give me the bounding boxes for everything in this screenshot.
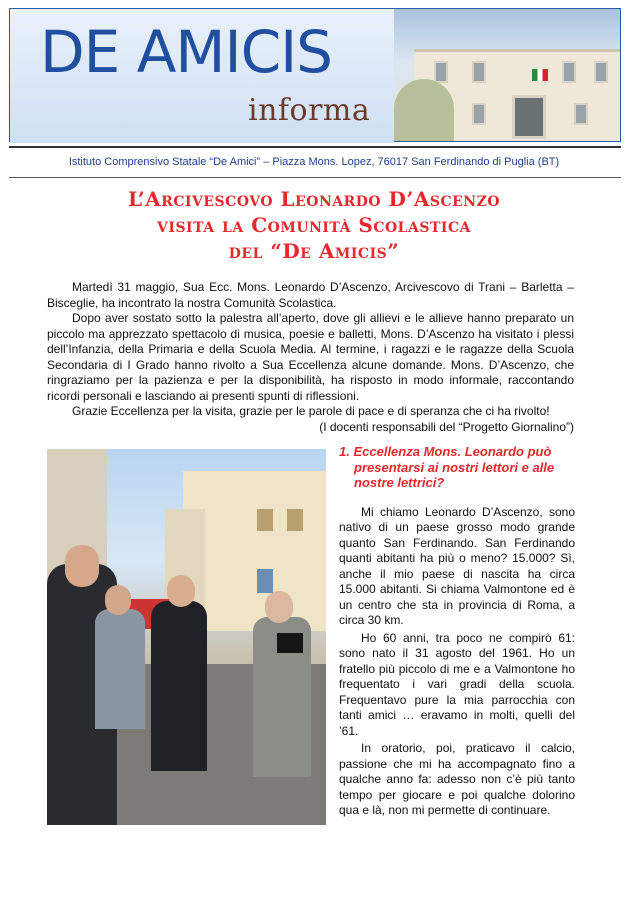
article-title: [0, 186, 628, 264]
italian-flag: [532, 69, 548, 81]
intro-paragraph: Grazie Eccellenza per la visita, grazie per le parole di pace e di speranza che ci ha rivolto!: [72, 404, 550, 418]
interview-section: [339, 444, 575, 819]
header-rule: [9, 146, 621, 148]
answer-paragraph: Ho 60 anni, tra poco ne compirò 61: sono nato il 31 agosto del 1961. Ho un fratello più piccolo di me e a Valmontone ho frequentato i vari gradi della scuola. Frequentavo pure la mia parrocchia con tanti amici … eravamo in molti, quelli del ’61.: [339, 630, 575, 738]
visit-photo: [47, 449, 326, 825]
photo-person: [95, 609, 145, 729]
question-number: 1.: [339, 444, 350, 459]
header-rule: [9, 177, 621, 178]
photo-window: [257, 509, 273, 531]
building-window: [594, 61, 608, 83]
tree: [394, 79, 454, 141]
building-window: [472, 103, 486, 125]
photo-face: [265, 591, 293, 623]
answer-paragraph: Mi chiamo Leonardo D’Ascenzo, sono nativo di un paese grosso modo grande quanto San Ferdinando. San Ferdinando quanti abitanti ha più o meno? 15.000? Sì, anche il mio paese di nascita ha circa 15.000 abitanti. Si chiama Valmontone ed è un centro che sta in provincia di Roma, a circa 30 km.: [339, 504, 575, 627]
photo-window: [257, 569, 273, 593]
building-window: [472, 61, 486, 83]
intro-paragraph: Dopo aver sostato sotto la palestra all’aperto, dove gli allievi e le allieve hanno preparato un piccolo ma apprezzato spettacolo di musica, poesie e balletti, Mons. D’Ascenzo ha visitato i plessi dell’Infanzia, della Primaria e della Scuola Media. Al termine, i ragazzi e le ragazze della Scuola Secondaria di I Grado hanno rivolto a Sua Eccellenza alcune domande. Mons. D’Ascenzo, che ringraziamo per la pazienza e per la disponibilità, ha risposto in modo informale, raccontando ricordi personali e lasciando ai presenti spunti di riflessioni.: [47, 311, 574, 403]
article-intro: [47, 280, 574, 435]
institute-address: Istituto Comprensivo Statale “De Amici” – Piazza Mons. Lopez, 76017 San Ferdinando di Puglia (BT): [68, 156, 560, 168]
building-window: [574, 103, 588, 125]
article-title-line: visita la Comunità Scolastica: [157, 213, 471, 237]
answer-paragraph: In oratorio, poi, praticavo il calcio, passione che mi ha accompagnato fino a qualche anno fa: adesso non c’è più tanto tempo per giocare e poi qualche dolorino qua e là, non mi permette di continuare.: [339, 741, 575, 817]
masthead: [9, 8, 621, 142]
interview-question: [339, 444, 575, 491]
building-window: [562, 61, 576, 83]
article-title-line: del “De Amicis”: [228, 239, 400, 263]
photo-face: [65, 545, 99, 587]
article-title-line: L’Arcivescovo Leonardo D’Ascenzo: [127, 187, 501, 211]
photo-person-archbishop: [151, 601, 207, 771]
masthead-subtitle: informa: [248, 93, 371, 128]
building-window: [434, 61, 448, 83]
photo-face: [105, 585, 131, 615]
photo-window: [287, 509, 303, 531]
photo-face: [167, 575, 195, 607]
article-signature: (I docenti responsabili del “Progetto Giornalino”): [319, 419, 574, 434]
building-door: [512, 95, 546, 139]
masthead-title-panel: [10, 9, 394, 143]
photo-folder: [277, 633, 303, 653]
intro-paragraph: Martedì 31 maggio, Sua Ecc. Mons. Leonardo D’Ascenzo, Arcivescovo di Trani – Barletta – Bisceglie, ha incontrato la nostra Comunità Scolastica.: [47, 280, 574, 310]
interview-answer: [339, 505, 575, 819]
school-building-photo: [394, 9, 620, 141]
question-text: Eccellenza Mons. Leonardo può presentarsi ai nostri lettori e alle nostre lettrici?: [353, 444, 555, 490]
masthead-brand: DE AMICIS: [40, 18, 332, 86]
